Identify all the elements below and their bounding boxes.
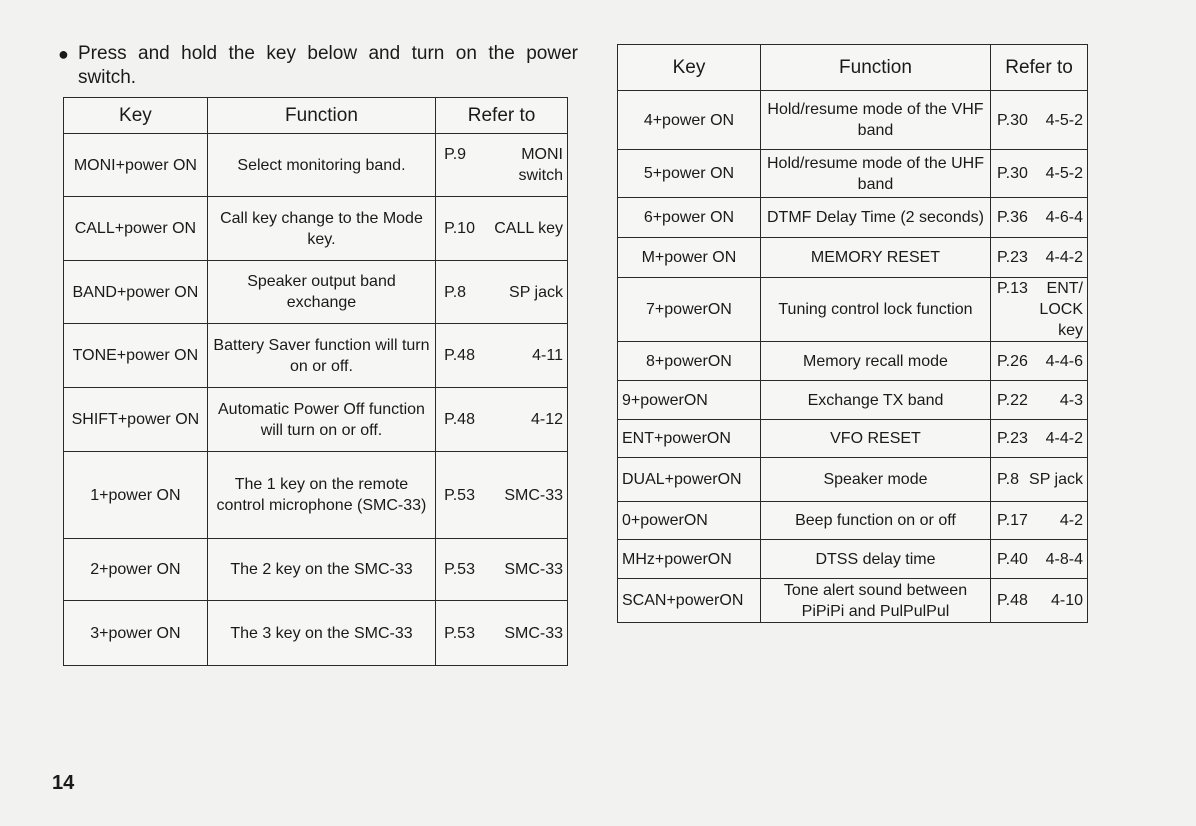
reference-page: P.53 — [444, 486, 475, 504]
function-cell: Automatic Power Off function will turn on or off. — [207, 388, 435, 452]
reference-page: P.53 — [444, 561, 475, 578]
refer-to-cell — [991, 540, 1088, 579]
column-header-refer-to: Refer to — [991, 45, 1088, 91]
reference-page: P.30 — [997, 111, 1028, 129]
key-cell: 5+power ON — [618, 150, 761, 198]
refer-to-cell — [436, 324, 568, 388]
reference-page: P.53 — [444, 624, 475, 642]
function-cell: DTSS delay time — [760, 540, 990, 579]
right-key-table — [617, 44, 1088, 623]
function-cell: Hold/resume mode of the VHF band — [760, 91, 990, 150]
reference-page: P.13 — [997, 280, 1028, 297]
refer-to-cell — [436, 452, 568, 539]
key-cell: 8+powerON — [618, 342, 761, 381]
function-cell: Exchange TX band — [760, 381, 990, 420]
table-row — [64, 197, 568, 261]
key-cell: MHz+powerON — [618, 540, 761, 579]
reference-page: P.36 — [997, 209, 1028, 226]
refer-to-cell — [991, 458, 1088, 502]
reference-section: 4-8-4 — [1045, 550, 1083, 568]
table-row — [618, 150, 1088, 198]
table-row — [618, 502, 1088, 540]
reference-section: 4-5-2 — [1045, 165, 1083, 182]
function-cell: MEMORY RESET — [760, 238, 990, 278]
key-cell: 4+power ON — [618, 91, 761, 150]
key-cell: 9+powerON — [618, 381, 761, 420]
key-cell: BAND+power ON — [64, 261, 208, 324]
table-row — [618, 420, 1088, 458]
table-row — [64, 324, 568, 388]
intro-text: Press and hold the key below and turn on the power switch. — [78, 43, 578, 88]
refer-to-cell — [436, 261, 568, 324]
reference-section: 4-5-2 — [1045, 111, 1083, 129]
refer-to-cell — [991, 579, 1088, 623]
refer-to-cell — [436, 197, 568, 261]
page-number: 14 — [52, 772, 75, 794]
reference-page: P.22 — [997, 391, 1028, 409]
key-cell: 3+power ON — [64, 601, 208, 666]
reference-section: SMC-33 — [504, 486, 563, 504]
refer-to-cell — [991, 238, 1088, 278]
reference-section: SP jack — [509, 283, 563, 301]
reference-section: ENT/ LOCK key — [1039, 280, 1083, 339]
column-header-function: Function — [760, 45, 990, 91]
reference-page: P.40 — [997, 550, 1028, 568]
reference-section: 4-4-2 — [1045, 430, 1083, 447]
reference-section: 4-12 — [530, 411, 563, 428]
reference-section: 4-3 — [1059, 391, 1083, 409]
left-key-table — [63, 97, 568, 666]
key-cell: CALL+power ON — [64, 197, 208, 261]
reference-section: SMC-33 — [504, 624, 563, 642]
column-header-key: Key — [618, 45, 761, 91]
key-cell: 6+power ON — [618, 198, 761, 238]
function-cell: Battery Saver function will turn on or off. — [207, 324, 435, 388]
table-row — [64, 452, 568, 539]
function-cell: VFO RESET — [760, 420, 990, 458]
table-row — [618, 238, 1088, 278]
refer-to-cell — [436, 134, 568, 197]
key-cell: M+power ON — [618, 238, 761, 278]
reference-section: 4-4-6 — [1045, 352, 1083, 370]
refer-to-cell — [991, 91, 1088, 150]
function-cell: The 2 key on the SMC-33 — [207, 539, 435, 601]
refer-to-cell — [991, 150, 1088, 198]
reference-section: SMC-33 — [504, 561, 563, 578]
function-cell: Tone alert sound between PiPiPi and PulPulPul — [760, 579, 990, 623]
reference-page: P.48 — [997, 592, 1028, 609]
key-cell: ENT+powerON — [618, 420, 761, 458]
key-cell: DUAL+powerON — [618, 458, 761, 502]
column-header-key: Key — [64, 98, 208, 134]
table-row — [618, 342, 1088, 381]
function-cell: The 1 key on the remote control microphone (SMC-33) — [207, 452, 435, 539]
key-cell: 1+power ON — [64, 452, 208, 539]
reference-page: P.17 — [997, 512, 1028, 529]
reference-section: CALL key — [494, 220, 563, 237]
table-row — [64, 539, 568, 601]
key-cell: SCAN+powerON — [618, 579, 761, 623]
key-cell: 2+power ON — [64, 539, 208, 601]
reference-page: P.10 — [444, 220, 475, 237]
key-cell: SHIFT+power ON — [64, 388, 208, 452]
table-row — [618, 579, 1088, 623]
bullet-icon: ● — [58, 44, 69, 64]
refer-to-cell — [436, 388, 568, 452]
reference-page: P.48 — [444, 411, 475, 428]
function-cell: Beep function on or off — [760, 502, 990, 540]
refer-to-cell — [991, 342, 1088, 381]
refer-to-cell — [991, 198, 1088, 238]
function-cell: Call key change to the Mode key. — [207, 197, 435, 261]
intro-paragraph — [58, 42, 578, 90]
reference-page: P.48 — [444, 347, 475, 364]
table-row — [618, 458, 1088, 502]
reference-page: P.23 — [997, 430, 1028, 447]
reference-page: P.8 — [444, 283, 467, 301]
table-row — [64, 134, 568, 197]
table-row — [618, 381, 1088, 420]
function-cell: Hold/resume mode of the UHF band — [760, 150, 990, 198]
table-row — [618, 540, 1088, 579]
column-header-refer-to: Refer to — [436, 98, 568, 134]
function-cell: Select monitoring band. — [207, 134, 435, 197]
function-cell: Tuning control lock function — [760, 278, 990, 342]
key-cell: MONI+power ON — [64, 134, 208, 197]
function-cell: Speaker mode — [760, 458, 990, 502]
table-row — [618, 91, 1088, 150]
table-row — [64, 261, 568, 324]
reference-section: 4-10 — [1050, 592, 1083, 609]
table-row — [618, 198, 1088, 238]
reference-page: P.9 — [444, 146, 467, 163]
reference-page: P.8 — [997, 471, 1019, 488]
reference-section: 4-4-2 — [1045, 249, 1083, 266]
table-row — [64, 388, 568, 452]
function-cell: Memory recall mode — [760, 342, 990, 381]
refer-to-cell — [991, 381, 1088, 420]
reference-page: P.26 — [997, 352, 1028, 370]
table-row — [618, 278, 1088, 342]
reference-page: P.30 — [997, 165, 1028, 182]
refer-to-cell — [991, 278, 1088, 342]
function-cell: Speaker output band exchange — [207, 261, 435, 324]
table-row — [64, 601, 568, 666]
refer-to-cell — [436, 601, 568, 666]
reference-section: 4-11 — [532, 347, 563, 364]
reference-section: 4-6-4 — [1045, 209, 1083, 226]
refer-to-cell — [991, 502, 1088, 540]
refer-to-cell — [436, 539, 568, 601]
reference-section: SP jack — [1029, 471, 1083, 488]
key-cell: 7+powerON — [618, 278, 761, 342]
key-cell: TONE+power ON — [64, 324, 208, 388]
function-cell: DTMF Delay Time (2 seconds) — [760, 198, 990, 238]
refer-to-cell — [991, 420, 1088, 458]
function-cell: The 3 key on the SMC-33 — [207, 601, 435, 666]
key-cell: 0+powerON — [618, 502, 761, 540]
reference-page: P.23 — [997, 249, 1028, 266]
reference-section: 4-2 — [1059, 512, 1083, 529]
column-header-function: Function — [207, 98, 435, 134]
reference-section: MONI switch — [518, 146, 563, 184]
